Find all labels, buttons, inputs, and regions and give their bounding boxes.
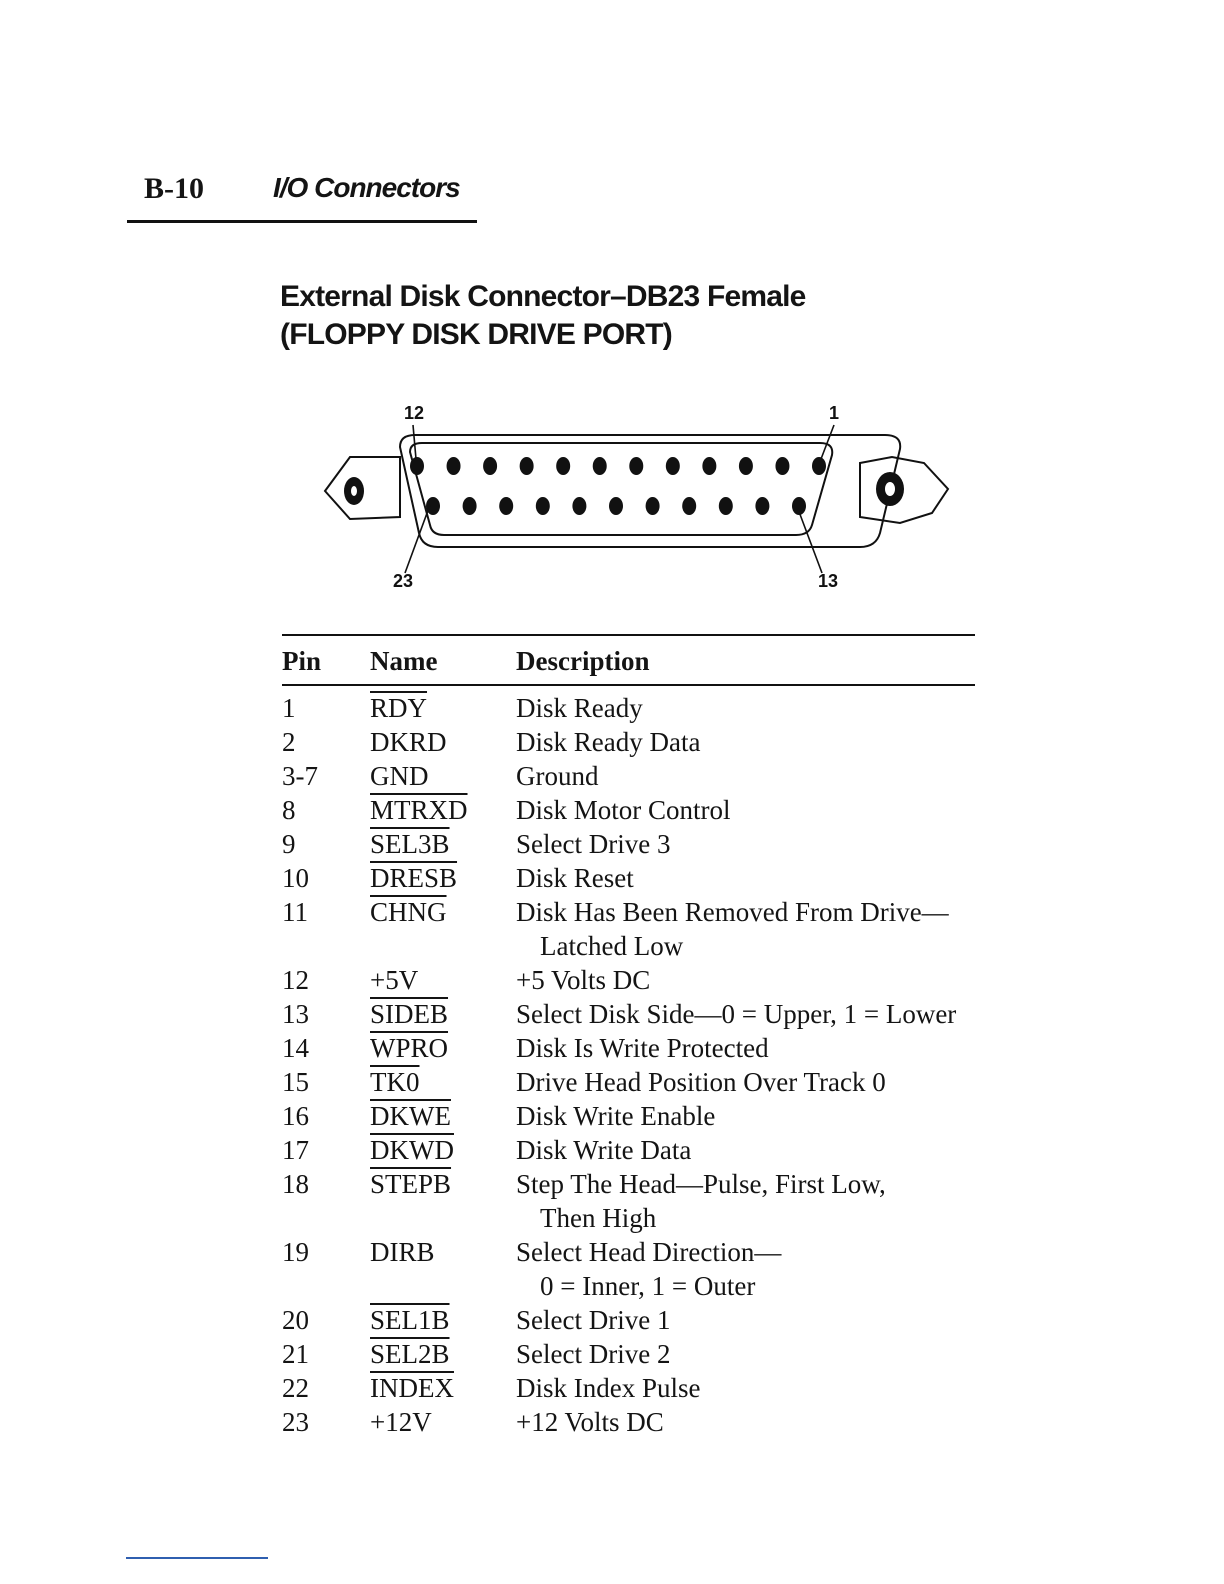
table-row bbox=[282, 963, 975, 997]
signal-name: SEL1B bbox=[370, 1305, 450, 1335]
table-row bbox=[282, 1099, 975, 1133]
description-line: Select Drive 2 bbox=[516, 1339, 671, 1369]
table-row bbox=[282, 1065, 975, 1099]
signal-description bbox=[516, 1031, 975, 1065]
table-row bbox=[282, 1031, 975, 1065]
description-line: Ground bbox=[516, 761, 599, 791]
signal-description bbox=[516, 895, 975, 963]
top-row-pin bbox=[593, 457, 607, 475]
signal-name: GND bbox=[370, 761, 429, 791]
signal-description bbox=[516, 1099, 975, 1133]
table-header-row bbox=[282, 635, 975, 685]
signal-name-cell bbox=[370, 895, 516, 963]
description-line: Step The Head—Pulse, First Low, bbox=[516, 1169, 886, 1199]
signal-name-cell bbox=[370, 997, 516, 1031]
signal-name: SIDEB bbox=[370, 999, 449, 1029]
connector-shell-inner bbox=[410, 443, 832, 535]
top-row-pin bbox=[447, 457, 461, 475]
signal-name: +12V bbox=[370, 1407, 432, 1437]
signal-name-cell bbox=[370, 963, 516, 997]
signal-name: DIRB bbox=[370, 1237, 435, 1267]
description-line: Disk Is Write Protected bbox=[516, 1033, 769, 1063]
top-row-pin bbox=[739, 457, 753, 475]
page-title bbox=[280, 278, 806, 354]
top-row-pin bbox=[629, 457, 643, 475]
description-line: Drive Head Position Over Track 0 bbox=[516, 1067, 886, 1097]
description-line: 0 = Inner, 1 = Outer bbox=[540, 1271, 756, 1301]
table-row bbox=[282, 759, 975, 793]
top-row-pin bbox=[410, 457, 424, 475]
signal-name: DRESB bbox=[370, 863, 458, 893]
description-line: Disk Has Been Removed From Drive— bbox=[516, 897, 949, 927]
description-line: Select Drive 1 bbox=[516, 1305, 671, 1335]
table-row bbox=[282, 1371, 975, 1405]
pin-label-13: 13 bbox=[818, 571, 839, 591]
signal-description bbox=[516, 997, 975, 1031]
signal-name-cell bbox=[370, 1371, 516, 1405]
signal-name-cell bbox=[370, 827, 516, 861]
signal-description bbox=[516, 1371, 975, 1405]
signal-name-cell bbox=[370, 1133, 516, 1167]
description-line: +12 Volts DC bbox=[516, 1407, 664, 1437]
signal-name: CHNG bbox=[370, 897, 447, 927]
top-row-pin bbox=[702, 457, 716, 475]
signal-name-cell bbox=[370, 1303, 516, 1337]
table-row bbox=[282, 1235, 975, 1303]
db23-connector-diagram bbox=[320, 395, 960, 600]
description-line: Disk Write Data bbox=[516, 1135, 692, 1165]
bottom-row-pin bbox=[499, 497, 513, 515]
signal-name: DKRD bbox=[370, 727, 447, 757]
signal-name: DKWE bbox=[370, 1101, 451, 1131]
page-header bbox=[127, 168, 477, 223]
section-title: I/O Connectors bbox=[273, 172, 460, 203]
pin-number: 20 bbox=[282, 1305, 309, 1335]
signal-name: STEPB bbox=[370, 1169, 452, 1199]
signal-name: SEL3B bbox=[370, 829, 450, 859]
table-row bbox=[282, 997, 975, 1031]
signal-name-cell bbox=[370, 1031, 516, 1065]
table-row bbox=[282, 1167, 975, 1235]
table-row bbox=[282, 895, 975, 963]
signal-description bbox=[516, 759, 975, 793]
table-row bbox=[282, 725, 975, 759]
bottom-row-pin bbox=[463, 497, 477, 515]
table-row bbox=[282, 1405, 975, 1439]
signal-name-cell bbox=[370, 759, 516, 793]
pin-label-23: 23 bbox=[393, 571, 414, 591]
pin-table-body bbox=[282, 685, 975, 1439]
description-line: Disk Ready Data bbox=[516, 727, 701, 757]
description-line: +5 Volts DC bbox=[516, 965, 651, 995]
table-row bbox=[282, 685, 975, 725]
top-row-pin bbox=[520, 457, 534, 475]
signal-description bbox=[516, 1133, 975, 1167]
right-mounting-ear bbox=[860, 457, 948, 523]
description-line: Select Drive 3 bbox=[516, 829, 671, 859]
pin-label-1: 1 bbox=[829, 403, 840, 423]
description-line: Latched Low bbox=[540, 931, 684, 961]
signal-name-cell bbox=[370, 725, 516, 759]
pin-number: 8 bbox=[282, 795, 296, 825]
pin-number: 2 bbox=[282, 727, 296, 757]
signal-name-cell bbox=[370, 861, 516, 895]
leader-line-13 bbox=[798, 509, 822, 573]
bottom-row-pin bbox=[755, 497, 769, 515]
bottom-row-pin bbox=[682, 497, 696, 515]
bottom-row-pin bbox=[719, 497, 733, 515]
bottom-row-pin bbox=[646, 497, 660, 515]
signal-name: DKWD bbox=[370, 1135, 454, 1165]
top-row-pin bbox=[556, 457, 570, 475]
signal-name: +5V bbox=[370, 965, 419, 995]
signal-name-cell bbox=[370, 793, 516, 827]
name-column-header: Name bbox=[370, 635, 516, 685]
pin-number: 3-7 bbox=[282, 761, 318, 791]
signal-name: $\overline{RDY}$ bbox=[370, 693, 428, 723]
top-row-pin bbox=[812, 457, 826, 475]
description-line: Disk Index Pulse bbox=[516, 1373, 701, 1403]
pin-number: 21 bbox=[282, 1339, 309, 1369]
description-column-header: Description bbox=[516, 635, 975, 685]
description-line: Select Disk Side—0 = Upper, 1 = Lower bbox=[516, 999, 957, 1029]
signal-name-cell bbox=[370, 685, 516, 725]
signal-description bbox=[516, 725, 975, 759]
table-row bbox=[282, 793, 975, 827]
signal-name-cell bbox=[370, 1337, 516, 1371]
signal-name-cell bbox=[370, 1065, 516, 1099]
bottom-row-pin bbox=[572, 497, 586, 515]
signal-description bbox=[516, 793, 975, 827]
pin-number: 12 bbox=[282, 965, 309, 995]
description-line: Disk Motor Control bbox=[516, 795, 731, 825]
pin-number: 17 bbox=[282, 1135, 309, 1165]
signal-description bbox=[516, 1303, 975, 1337]
pin-label-12: 12 bbox=[404, 403, 425, 423]
top-row-pin bbox=[775, 457, 789, 475]
right-screw-hole bbox=[885, 482, 895, 496]
pin-column-header: Pin bbox=[282, 635, 370, 685]
left-screw-hole bbox=[351, 486, 357, 496]
description-line: Disk Write Enable bbox=[516, 1101, 716, 1131]
table-row bbox=[282, 1133, 975, 1167]
signal-description bbox=[516, 1167, 975, 1235]
page-number: B-10 bbox=[144, 172, 204, 205]
pin-number: 16 bbox=[282, 1101, 309, 1131]
leader-line-12 bbox=[413, 425, 416, 459]
signal-description bbox=[516, 963, 975, 997]
signal-name: INDEX bbox=[370, 1373, 454, 1403]
bottom-row-pin bbox=[609, 497, 623, 515]
description-line: Select Head Direction— bbox=[516, 1237, 782, 1267]
pin-number: 23 bbox=[282, 1407, 309, 1437]
leader-line-23 bbox=[405, 505, 430, 573]
signal-name-cell bbox=[370, 1099, 516, 1133]
table-row bbox=[282, 827, 975, 861]
signal-name: TK0 bbox=[370, 1067, 420, 1097]
title-line-1: External Disk Connector–DB23 Female bbox=[280, 280, 806, 313]
pin-number: 9 bbox=[282, 829, 296, 859]
bottom-row-pin bbox=[536, 497, 550, 515]
pin-number: 11 bbox=[282, 897, 308, 927]
description-line: Disk Reset bbox=[516, 863, 634, 893]
signal-description bbox=[516, 1405, 975, 1439]
footer-rule bbox=[126, 1557, 268, 1559]
top-row-pin bbox=[483, 457, 497, 475]
pin-number: 1 bbox=[282, 693, 296, 723]
table-row bbox=[282, 861, 975, 895]
title-line-2: (FLOPPY DISK DRIVE PORT) bbox=[280, 318, 672, 351]
pin-number: 22 bbox=[282, 1373, 309, 1403]
pin-number: 18 bbox=[282, 1169, 309, 1199]
signal-description bbox=[516, 1235, 975, 1303]
description-line: Disk Ready bbox=[516, 693, 643, 723]
pin-number: 13 bbox=[282, 999, 309, 1029]
description-line: Then High bbox=[540, 1203, 657, 1233]
signal-name-cell bbox=[370, 1235, 516, 1303]
signal-name-cell bbox=[370, 1167, 516, 1235]
pin-table bbox=[282, 634, 975, 1439]
connector-shell-outer bbox=[400, 435, 900, 547]
signal-description bbox=[516, 1065, 975, 1099]
signal-name: MTRXD bbox=[370, 795, 468, 825]
top-row-pin bbox=[666, 457, 680, 475]
signal-description bbox=[516, 685, 975, 725]
signal-description bbox=[516, 1337, 975, 1371]
pin-number: 15 bbox=[282, 1067, 309, 1097]
table-row bbox=[282, 1337, 975, 1371]
signal-name: WPRO bbox=[370, 1033, 449, 1063]
signal-description bbox=[516, 861, 975, 895]
pin-number: 10 bbox=[282, 863, 309, 893]
pin-number: 19 bbox=[282, 1237, 309, 1267]
signal-name: SEL2B bbox=[370, 1339, 450, 1369]
table-row bbox=[282, 1303, 975, 1337]
signal-name-cell bbox=[370, 1405, 516, 1439]
pin-number: 14 bbox=[282, 1033, 309, 1063]
signal-description bbox=[516, 827, 975, 861]
